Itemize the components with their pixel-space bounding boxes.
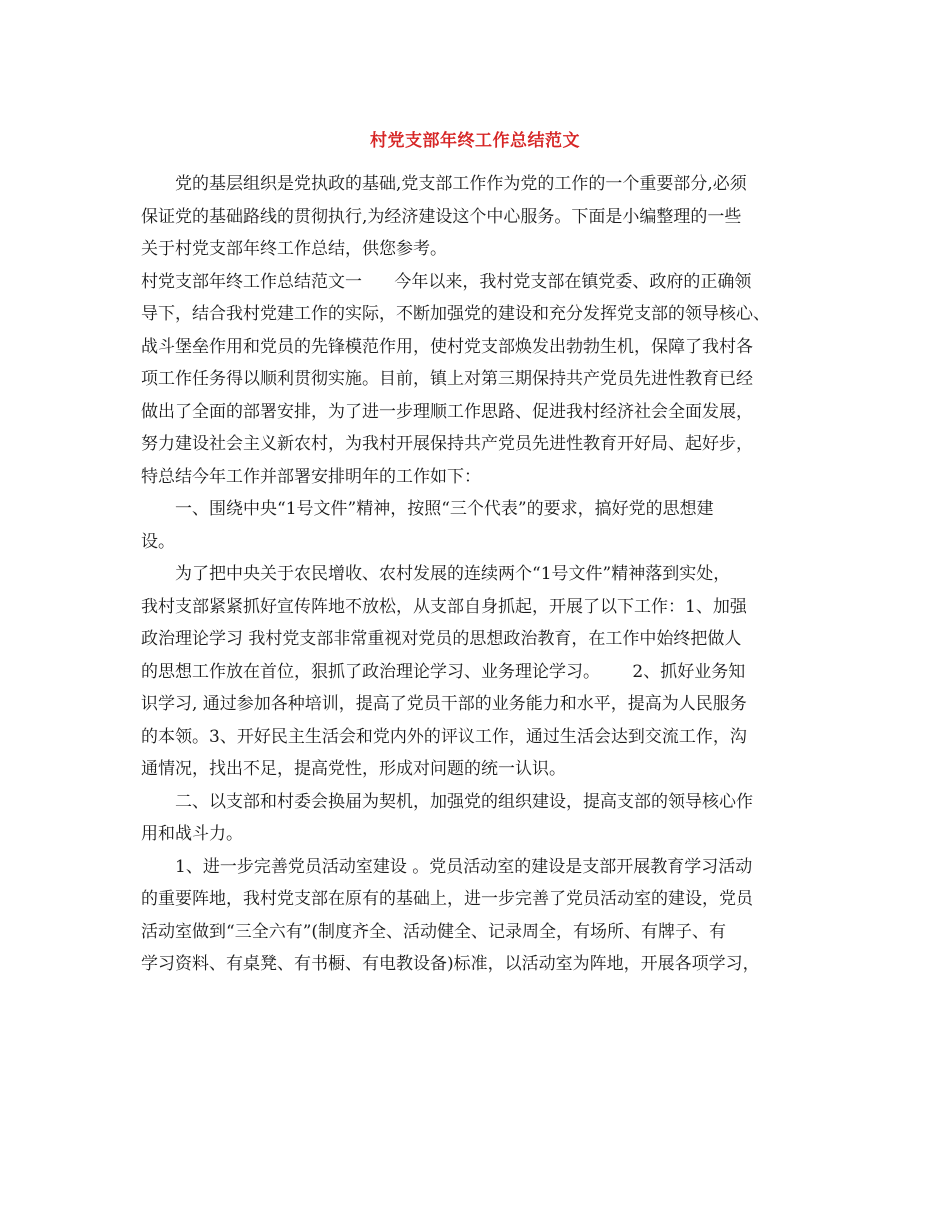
document-body: [141, 168, 821, 981]
body-line: 一、围绕中央“1号文件”精神，按照“三个代表”的要求，搞好党的思想建: [175, 499, 714, 519]
body-line: 政治理论学习 我村党支部非常重视对党员的思想政治教育，在工作中始终把做人: [141, 629, 742, 649]
body-line: 二、以支部和村委会换届为契机，加强党的组织建设，提高支部的领导核心作: [175, 791, 753, 812]
body-line: 的重要阵地，我村党支部在原有的基础上，进一步完善了党员活动室的建设，党员: [141, 889, 753, 909]
body-line: 识学习, 通过参加各种培训，提高了党员干部的业务能力和水平，提高为人民服务: [141, 694, 747, 714]
body-line: 关于村党支部年终工作总结，供您参考。: [141, 239, 447, 259]
body-line: 特总结今年工作并部署安排明年的工作如下：: [141, 466, 481, 487]
body-line: 1、进一步完善党员活动室建设 。党员活动室的建设是支部开展教育学习活动: [175, 856, 753, 877]
body-line: 党的基层组织是党执政的基础,党支部工作作为党的工作的一个重要部分,必须: [175, 174, 747, 194]
body-line: 为了把中央关于农民增收、农村发展的连续两个“1号文件”精神落到实处，: [175, 564, 731, 584]
body-line: 做出了全面的部署安排，为了进一步理顺工作思路、促进我村经济社会全面发展，: [141, 401, 753, 422]
body-line: 活动室做到“三全六有”(制度齐全、活动健全、记录周全，有场所、有牌子、有: [141, 921, 727, 942]
body-line: 战斗堡垒作用和党员的先锋模范作用，使村党支部焕发出勃勃生机，保障了我村各: [141, 336, 753, 357]
body-line: 学习资料、有桌凳、有书橱、有电教设备)标准，以活动室为阵地，开展各项学习，: [141, 954, 760, 974]
body-line: 通情况，找出不足，提高党性，形成对问题的统一认识。: [141, 759, 566, 779]
body-line: 用和战斗力。: [141, 824, 243, 844]
body-line: 村党支部年终工作总结范文一 今年以来，我村党支部在镇党委、政府的正确领: [141, 271, 752, 292]
body-line: 设。: [141, 531, 175, 552]
body-line: 我村支部紧紧抓好宣传阵地不放松，从支部自身抓起，开展了以下工作：1、加强: [141, 596, 747, 617]
body-line: 保证党的基础路线的贯彻执行,为经济建设这个中心服务。下面是小编整理的一些: [141, 206, 742, 227]
body-line: 努力建设社会主义新农村，为我村开展保持共产党员先进性教育开好局、起好步，: [141, 434, 753, 454]
body-line: 项工作任务得以顺利贯彻实施。目前，镇上对第三期保持共产党员先进性教育已经: [141, 369, 753, 389]
body-line: 导下，结合我村党建工作的实际，不断加强党的建设和充分发挥党支部的领导核心、: [141, 304, 770, 324]
body-line: 的思想工作放在首位，狠抓了政治理论学习、业务理论学习。 2、抓好业务知: [141, 661, 746, 682]
document-title: 村党支部年终工作总结范文: [370, 131, 580, 151]
body-line: 的本领。3、开好民主生活会和党内外的评议工作，通过生活会达到交流工作，沟: [141, 726, 747, 747]
